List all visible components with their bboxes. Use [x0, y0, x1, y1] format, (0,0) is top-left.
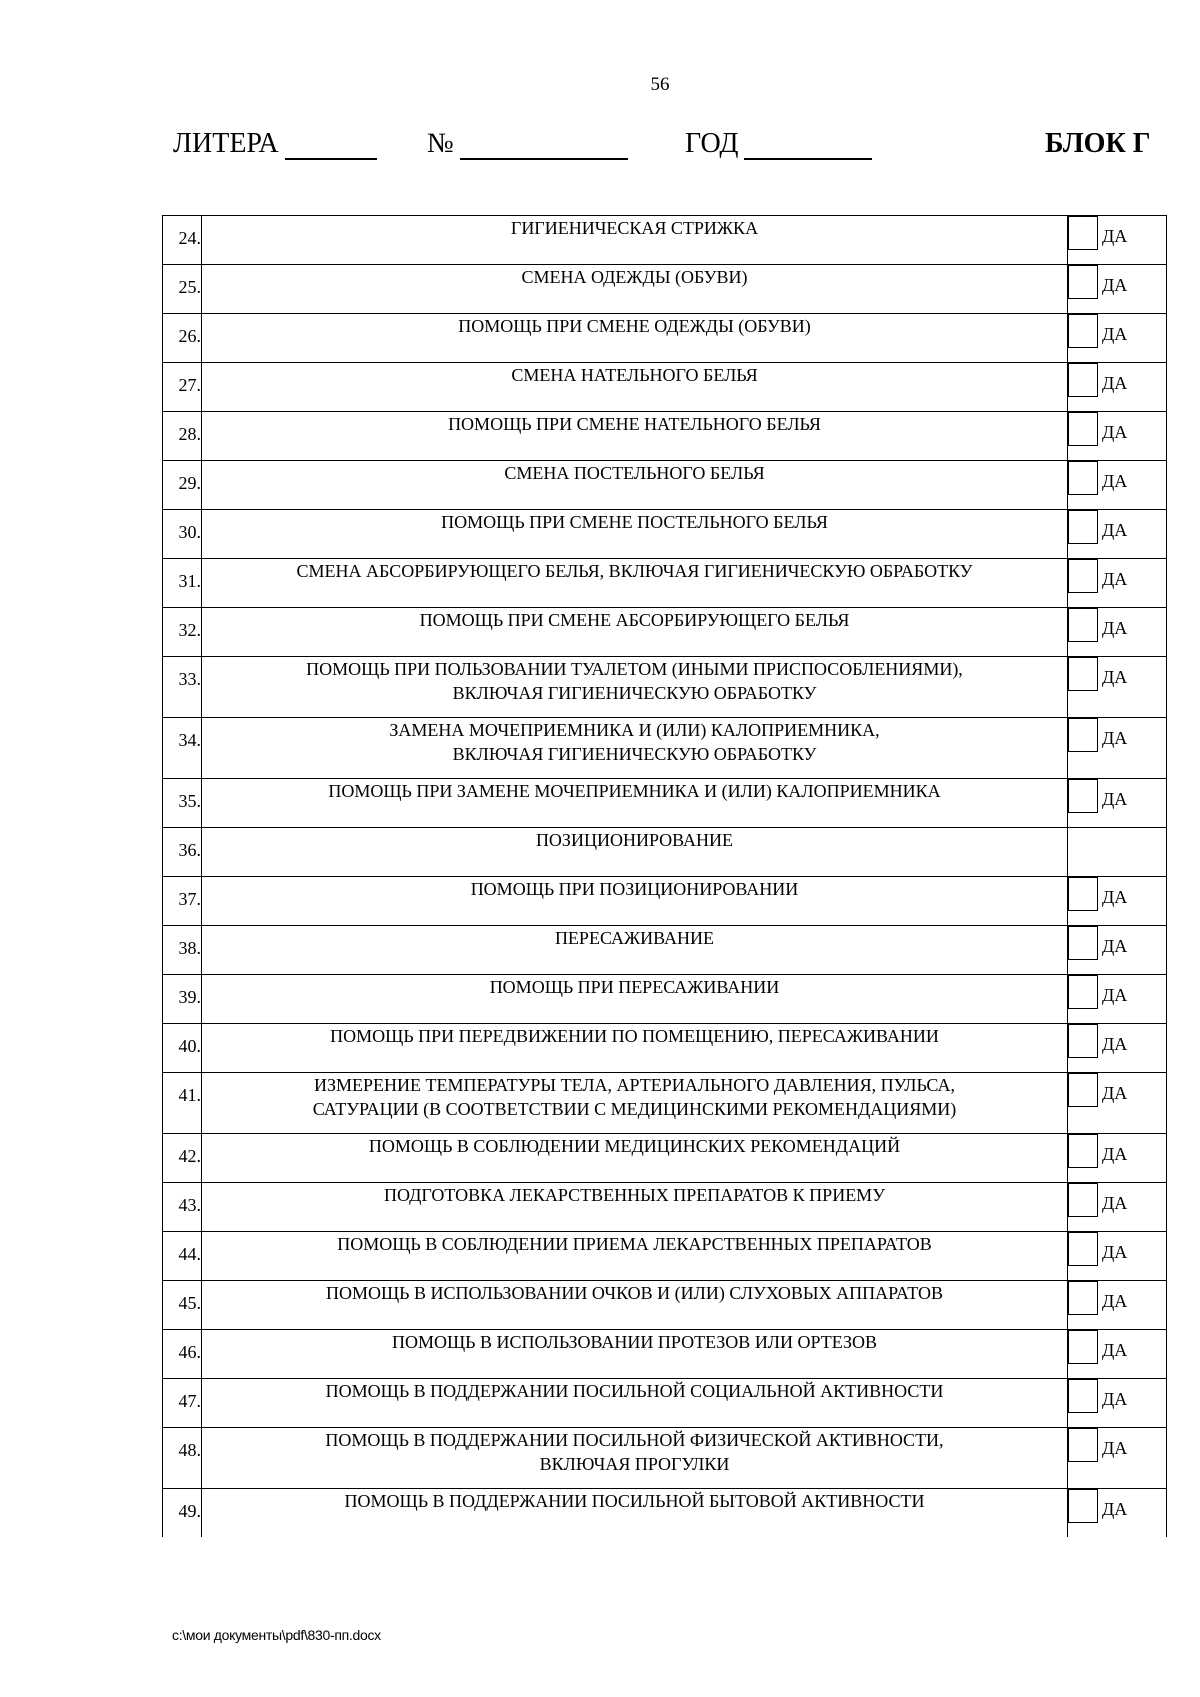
- table-row: [163, 216, 1167, 265]
- service-text-line: САТУРАЦИИ (В СООТВЕТСТВИИ С МЕДИЦИНСКИМИ РЕКОМЕНДАЦИЯМИ): [312, 1099, 957, 1119]
- service-description: [202, 461, 1068, 510]
- yes-label: ДА: [1102, 886, 1128, 907]
- service-text-line: ВКЛЮЧАЯ ПРОГУЛКИ: [539, 1454, 730, 1474]
- row-number: [163, 1183, 202, 1232]
- service-description: [202, 828, 1068, 877]
- checkbox-cell: [1068, 314, 1167, 363]
- checkbox-cell: [1068, 412, 1167, 461]
- yes-label: ДА: [1102, 1437, 1128, 1458]
- table-row: [163, 461, 1167, 510]
- row-number-text: 36.: [178, 840, 201, 860]
- yes-label: ДА: [1102, 1241, 1128, 1262]
- row-number-text: 33.: [178, 669, 201, 689]
- row-number: [163, 1330, 202, 1379]
- service-description: [202, 265, 1068, 314]
- yes-label: ДА: [1102, 1388, 1128, 1409]
- table-row: [163, 608, 1167, 657]
- checkbox-cell: [1068, 608, 1167, 657]
- yes-label: ДА: [1102, 1033, 1128, 1054]
- row-number: [163, 877, 202, 926]
- litera-field: [173, 128, 377, 160]
- row-number-text: 45.: [178, 1293, 201, 1313]
- yes-label: ДА: [1102, 372, 1128, 393]
- yes-label: ДА: [1102, 470, 1128, 491]
- table-row: [163, 926, 1167, 975]
- table-row: [163, 779, 1167, 828]
- row-number: [163, 216, 202, 265]
- row-number-text: 31.: [178, 571, 201, 591]
- table-row: [163, 877, 1167, 926]
- row-number: [163, 926, 202, 975]
- table-row: [163, 1232, 1167, 1281]
- checkbox-cell: [1068, 926, 1167, 975]
- row-number-text: 40.: [178, 1036, 201, 1056]
- service-text-line: СМЕНА АБСОРБИРУЮЩЕГО БЕЛЬЯ, ВКЛЮЧАЯ ГИГИЕНИЧЕСКУЮ ОБРАБОТКУ: [296, 561, 973, 581]
- table-row: [163, 1024, 1167, 1073]
- services-table-body: [163, 216, 1167, 1538]
- row-number-text: 24.: [178, 228, 201, 248]
- yes-label: ДА: [1102, 1082, 1128, 1103]
- row-number: [163, 828, 202, 877]
- row-number-text: 26.: [178, 326, 201, 346]
- row-number: [163, 314, 202, 363]
- row-number: [163, 363, 202, 412]
- yes-label: ДА: [1102, 1339, 1128, 1360]
- checkbox-cell: [1068, 1489, 1167, 1538]
- table-row: [163, 657, 1167, 718]
- table-row: [163, 314, 1167, 363]
- checkbox-cell: [1068, 779, 1167, 828]
- service-description: [202, 510, 1068, 559]
- service-text-line: ПОМОЩЬ В СОБЛЮДЕНИИ МЕДИЦИНСКИХ РЕКОМЕНДАЦИЙ: [368, 1136, 901, 1156]
- service-text-line: ПОМОЩЬ ПРИ ПЕРЕСАЖИВАНИИ: [489, 977, 780, 997]
- row-number-text: 35.: [178, 791, 201, 811]
- row-number-text: 42.: [178, 1146, 201, 1166]
- row-number: [163, 718, 202, 779]
- table-row: [163, 363, 1167, 412]
- checkbox-cell: [1068, 216, 1167, 265]
- row-number-text: 29.: [178, 473, 201, 493]
- row-number-text: 25.: [178, 277, 201, 297]
- litera-input-line[interactable]: [285, 132, 377, 160]
- yes-checkbox[interactable]: [1068, 265, 1098, 299]
- row-number: [163, 779, 202, 828]
- service-description: [202, 559, 1068, 608]
- number-field: [427, 128, 628, 160]
- yes-label: ДА: [1102, 788, 1128, 809]
- service-text-line: ПОМОЩЬ В ПОДДЕРЖАНИИ ПОСИЛЬНОЙ БЫТОВОЙ АКТИВНОСТИ: [344, 1491, 925, 1511]
- checkbox-cell: [1068, 559, 1167, 608]
- checkbox-cell: [1068, 461, 1167, 510]
- year-field: [685, 128, 872, 160]
- service-text-line: ПОМОЩЬ ПРИ ПОЗИЦИОНИРОВАНИИ: [470, 879, 799, 899]
- checkbox-cell: [1068, 1024, 1167, 1073]
- yes-label: ДА: [1102, 568, 1128, 589]
- yes-checkbox[interactable]: [1068, 1428, 1098, 1462]
- service-text-line: ИЗМЕРЕНИЕ ТЕМПЕРАТУРЫ ТЕЛА, АРТЕРИАЛЬНОГО ДАВЛЕНИЯ, ПУЛЬСА,: [314, 1075, 955, 1095]
- row-number-text: 44.: [178, 1244, 201, 1264]
- yes-label: ДА: [1102, 519, 1128, 540]
- service-text-line: ПОМОЩЬ ПРИ СМЕНЕ АБСОРБИРУЮЩЕГО БЕЛЬЯ: [419, 610, 850, 630]
- table-row: [163, 1330, 1167, 1379]
- row-number: [163, 559, 202, 608]
- service-text-line: ПОЗИЦИОНИРОВАНИЕ: [535, 830, 734, 850]
- page-number: 56: [650, 74, 670, 95]
- service-text-line: СМЕНА ОДЕЖДЫ (ОБУВИ): [521, 267, 748, 287]
- row-number-text: 41.: [178, 1085, 201, 1105]
- service-text-line: СМЕНА ПОСТЕЛЬНОГО БЕЛЬЯ: [504, 463, 765, 483]
- yes-checkbox[interactable]: [1068, 1232, 1098, 1266]
- yes-checkbox[interactable]: [1068, 1024, 1098, 1058]
- checkbox-cell: [1068, 657, 1167, 718]
- row-number: [163, 1281, 202, 1330]
- row-number: [163, 510, 202, 559]
- yes-label: ДА: [1102, 323, 1128, 344]
- row-number: [163, 412, 202, 461]
- row-number-text: 32.: [178, 620, 201, 640]
- service-text-line: ЗАМЕНА МОЧЕПРИЕМНИКА И (ИЛИ) КАЛОПРИЕМНИКА,: [389, 720, 880, 740]
- row-number: [163, 975, 202, 1024]
- service-description: [202, 657, 1068, 718]
- table-row: [163, 1183, 1167, 1232]
- yes-checkbox[interactable]: [1068, 461, 1098, 495]
- service-description: [202, 779, 1068, 828]
- row-number-text: 43.: [178, 1195, 201, 1215]
- row-number-text: 34.: [178, 730, 201, 750]
- row-number-text: 46.: [178, 1342, 201, 1362]
- yes-checkbox[interactable]: [1068, 510, 1098, 544]
- service-description: [202, 1134, 1068, 1183]
- service-text-line: ПОМОЩЬ В ИСПОЛЬЗОВАНИИ ОЧКОВ И (ИЛИ) СЛУХОВЫХ АППАРАТОВ: [325, 1283, 944, 1303]
- row-number-text: 39.: [178, 987, 201, 1007]
- service-description: [202, 1330, 1068, 1379]
- service-text-line: ПОМОЩЬ В ИСПОЛЬЗОВАНИИ ПРОТЕЗОВ ИЛИ ОРТЕЗОВ: [392, 1332, 877, 1352]
- yes-checkbox[interactable]: [1068, 1073, 1098, 1107]
- service-text-line: СМЕНА НАТЕЛЬНОГО БЕЛЬЯ: [511, 365, 758, 385]
- service-description: [202, 608, 1068, 657]
- yes-label: ДА: [1102, 1498, 1128, 1519]
- number-input-line[interactable]: [460, 132, 628, 160]
- service-description: [202, 216, 1068, 265]
- row-number-text: 30.: [178, 522, 201, 542]
- checkbox-cell: [1068, 975, 1167, 1024]
- table-row: [163, 718, 1167, 779]
- yes-checkbox[interactable]: [1068, 657, 1098, 691]
- service-text-line: ГИГИЕНИЧЕСКАЯ СТРИЖКА: [510, 218, 759, 238]
- row-number: [163, 657, 202, 718]
- checkbox-cell: [1068, 1232, 1167, 1281]
- checkbox-cell: [1068, 1379, 1167, 1428]
- yes-checkbox[interactable]: [1068, 216, 1098, 250]
- row-number-text: 28.: [178, 424, 201, 444]
- service-text-line: ВКЛЮЧАЯ ГИГИЕНИЧЕСКУЮ ОБРАБОТКУ: [452, 683, 817, 703]
- yes-checkbox[interactable]: [1068, 608, 1098, 642]
- service-description: [202, 412, 1068, 461]
- row-number: [163, 461, 202, 510]
- footer-file-path: c:\мои документы\pdf\830-пп.docx: [172, 1627, 381, 1643]
- row-number-text: 49.: [178, 1501, 201, 1521]
- yes-label: ДА: [1102, 225, 1128, 246]
- number-label: №: [427, 128, 454, 159]
- table-row: [163, 510, 1167, 559]
- service-description: [202, 877, 1068, 926]
- yes-label: ДА: [1102, 935, 1128, 956]
- row-number: [163, 1489, 202, 1538]
- service-text-line: ПОДГОТОВКА ЛЕКАРСТВЕННЫХ ПРЕПАРАТОВ К ПРИЕМУ: [384, 1185, 885, 1205]
- service-text-line: ПОМОЩЬ ПРИ ПЕРЕДВИЖЕНИИ ПО ПОМЕЩЕНИЮ, ПЕРЕСАЖИВАНИИ: [330, 1026, 939, 1046]
- table-row: [163, 559, 1167, 608]
- yes-checkbox[interactable]: [1068, 1183, 1098, 1217]
- checkbox-cell: [1068, 1428, 1167, 1489]
- table-row: [163, 975, 1167, 1024]
- yes-checkbox[interactable]: [1068, 926, 1098, 960]
- year-label: ГОД: [685, 128, 739, 159]
- yes-checkbox[interactable]: [1068, 1489, 1098, 1523]
- row-number-text: 47.: [178, 1391, 201, 1411]
- service-description: [202, 1379, 1068, 1428]
- table-row: [163, 1489, 1167, 1538]
- table-row: [163, 1281, 1167, 1330]
- service-description: [202, 1183, 1068, 1232]
- checkbox-cell: [1068, 1073, 1167, 1134]
- yes-checkbox[interactable]: [1068, 779, 1098, 813]
- yes-checkbox[interactable]: [1068, 1281, 1098, 1315]
- checkbox-cell: [1068, 1281, 1167, 1330]
- yes-label: ДА: [1102, 666, 1128, 687]
- row-number: [163, 608, 202, 657]
- yes-label: ДА: [1102, 1192, 1128, 1213]
- yes-checkbox[interactable]: [1068, 718, 1098, 752]
- row-number: [163, 1134, 202, 1183]
- service-description: [202, 1428, 1068, 1489]
- table-row: [163, 1134, 1167, 1183]
- checkbox-cell: [1068, 718, 1167, 779]
- yes-checkbox[interactable]: [1068, 559, 1098, 593]
- checkbox-cell: [1068, 1330, 1167, 1379]
- litera-label: ЛИТЕРА: [173, 128, 279, 159]
- service-text-line: ПОМОЩЬ ПРИ СМЕНЕ ПОСТЕЛЬНОГО БЕЛЬЯ: [441, 512, 828, 532]
- service-text-line: ПОМОЩЬ В СОБЛЮДЕНИИ ПРИЕМА ЛЕКАРСТВЕННЫХ ПРЕПАРАТОВ: [337, 1234, 932, 1254]
- service-description: [202, 1024, 1068, 1073]
- yes-label: ДА: [1102, 727, 1128, 748]
- service-text-line: ПОМОЩЬ ПРИ СМЕНЕ НАТЕЛЬНОГО БЕЛЬЯ: [448, 414, 821, 434]
- table-row: [163, 1428, 1167, 1489]
- service-description: [202, 1073, 1068, 1134]
- table-row: [163, 1073, 1167, 1134]
- yes-label: ДА: [1102, 421, 1128, 442]
- service-description: [202, 1281, 1068, 1330]
- yes-label: ДА: [1102, 984, 1128, 1005]
- service-description: [202, 975, 1068, 1024]
- service-text-line: ПОМОЩЬ ПРИ ПОЛЬЗОВАНИИ ТУАЛЕТОМ (ИНЫМИ ПРИСПОСОБЛЕНИЯМИ),: [306, 659, 963, 679]
- yes-label: ДА: [1102, 274, 1128, 295]
- table-row: [163, 412, 1167, 461]
- block-label: БЛОК Г: [1045, 128, 1151, 159]
- checkbox-cell: [1068, 828, 1167, 877]
- row-number-text: 48.: [178, 1440, 201, 1460]
- service-text-line: ВКЛЮЧАЯ ГИГИЕНИЧЕСКУЮ ОБРАБОТКУ: [452, 744, 817, 764]
- row-number-text: 27.: [178, 375, 201, 395]
- yes-label: ДА: [1102, 1143, 1128, 1164]
- checkbox-cell: [1068, 510, 1167, 559]
- service-description: [202, 1489, 1068, 1538]
- yes-checkbox[interactable]: [1068, 1379, 1098, 1413]
- service-text-line: ПОМОЩЬ В ПОДДЕРЖАНИИ ПОСИЛЬНОЙ СОЦИАЛЬНОЙ АКТИВНОСТИ: [325, 1381, 944, 1401]
- row-number: [163, 265, 202, 314]
- row-number: [163, 1428, 202, 1489]
- checkbox-cell: [1068, 265, 1167, 314]
- service-text-line: ПЕРЕСАЖИВАНИЕ: [554, 928, 715, 948]
- service-description: [202, 1232, 1068, 1281]
- service-text-line: ПОМОЩЬ В ПОДДЕРЖАНИИ ПОСИЛЬНОЙ ФИЗИЧЕСКОЙ АКТИВНОСТИ,: [325, 1430, 944, 1450]
- service-text-line: ПОМОЩЬ ПРИ СМЕНЕ ОДЕЖДЫ (ОБУВИ): [458, 316, 811, 336]
- service-description: [202, 718, 1068, 779]
- yes-checkbox[interactable]: [1068, 412, 1098, 446]
- yes-checkbox[interactable]: [1068, 1134, 1098, 1168]
- service-description: [202, 363, 1068, 412]
- checkbox-cell: [1068, 363, 1167, 412]
- yes-checkbox[interactable]: [1068, 975, 1098, 1009]
- checkbox-cell: [1068, 1134, 1167, 1183]
- service-description: [202, 926, 1068, 975]
- row-number: [163, 1379, 202, 1428]
- row-number-text: 37.: [178, 889, 201, 909]
- services-table: [162, 215, 1167, 1537]
- yes-checkbox[interactable]: [1068, 1330, 1098, 1364]
- row-number: [163, 1024, 202, 1073]
- service-description: [202, 314, 1068, 363]
- service-text-line: ПОМОЩЬ ПРИ ЗАМЕНЕ МОЧЕПРИЕМНИКА И (ИЛИ) КАЛОПРИЕМНИКА: [328, 781, 941, 801]
- row-number: [163, 1232, 202, 1281]
- row-number: [163, 1073, 202, 1134]
- checkbox-cell: [1068, 877, 1167, 926]
- checkbox-cell: [1068, 1183, 1167, 1232]
- yes-checkbox[interactable]: [1068, 877, 1098, 911]
- table-row: [163, 265, 1167, 314]
- yes-label: ДА: [1102, 617, 1128, 638]
- yes-label: ДА: [1102, 1290, 1128, 1311]
- table-row: [163, 1379, 1167, 1428]
- form-header: [173, 128, 1173, 168]
- yes-checkbox[interactable]: [1068, 314, 1098, 348]
- table-row: [163, 828, 1167, 877]
- yes-checkbox[interactable]: [1068, 363, 1098, 397]
- year-input-line[interactable]: [744, 132, 872, 160]
- row-number-text: 38.: [178, 938, 201, 958]
